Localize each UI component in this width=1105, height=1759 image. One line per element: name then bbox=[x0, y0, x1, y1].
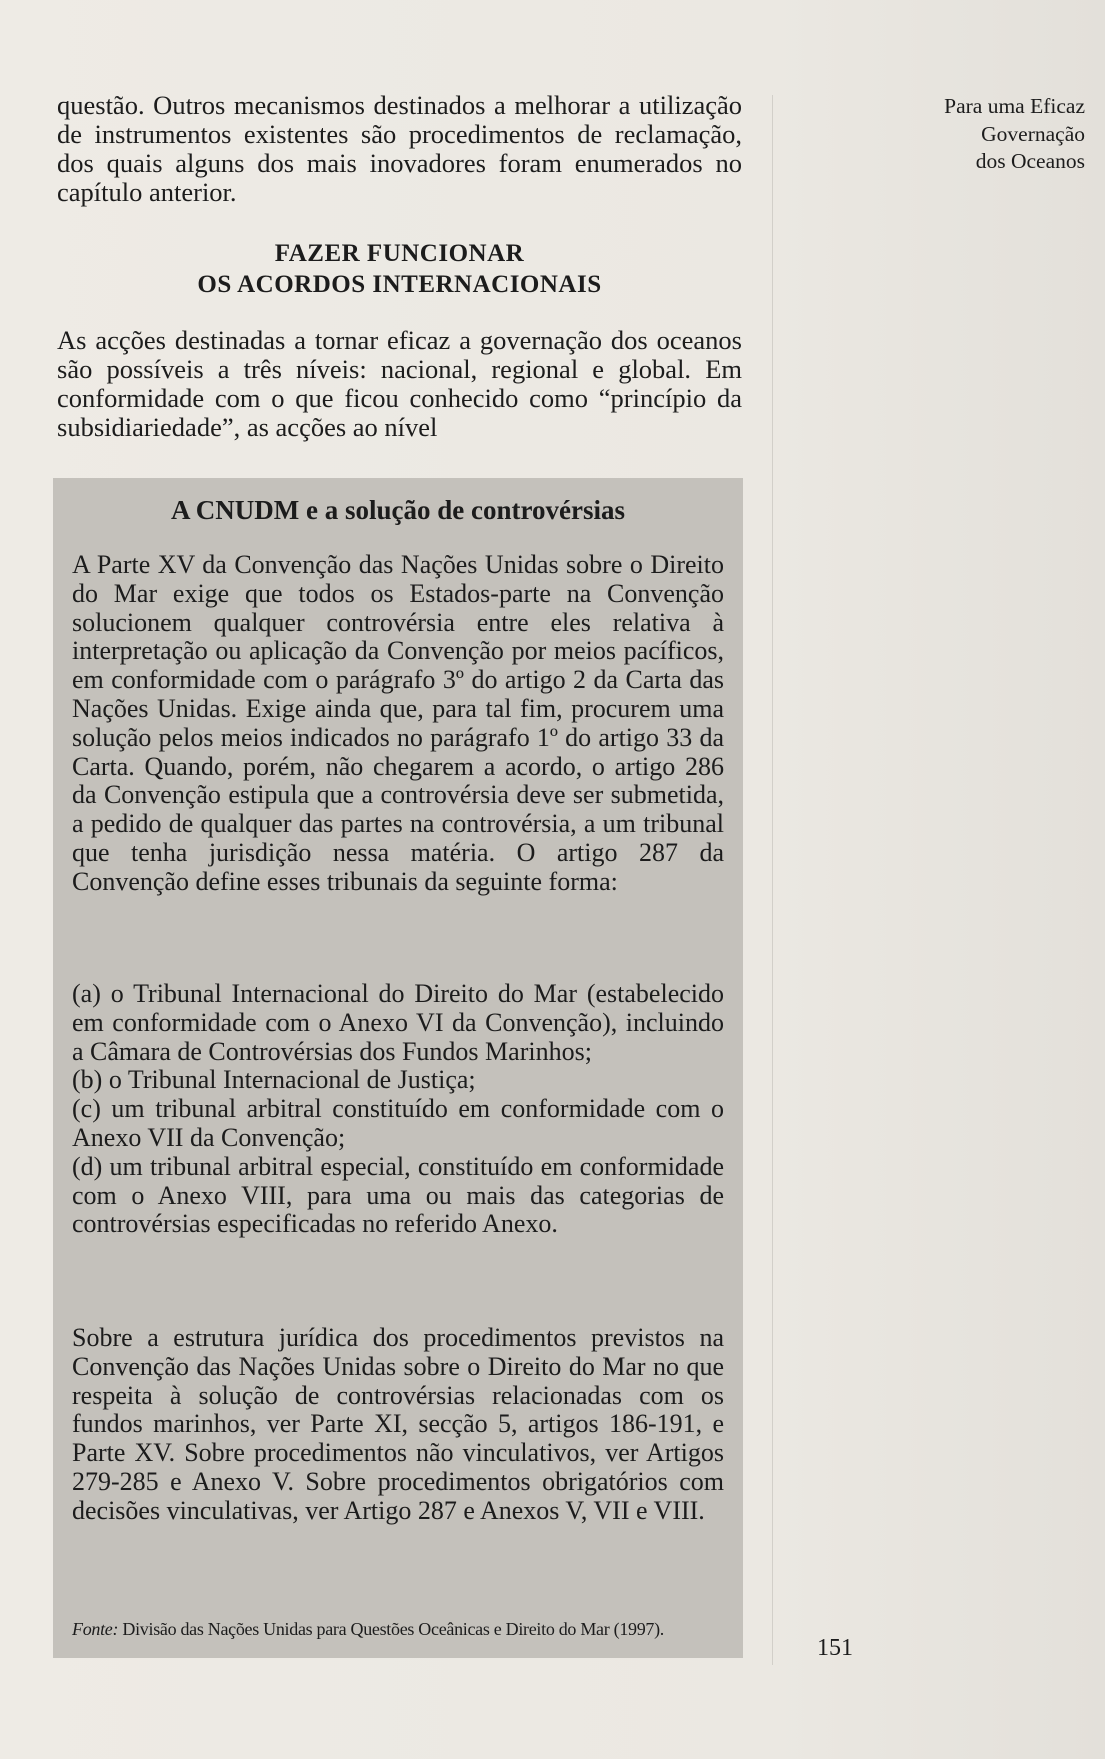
list-item: (b) o Tribunal Internacional de Justiça; bbox=[72, 1065, 476, 1095]
sidebar-box bbox=[53, 478, 743, 1658]
box-title: A CNUDM e a solução de controvérsias bbox=[171, 495, 625, 525]
source-text: Divisão das Nações Unidas para Questões Oceânicas e Direito do Mar (1997). bbox=[118, 1619, 665, 1639]
section-heading-line2: OS ACORDOS INTERNACIONAIS bbox=[197, 271, 602, 298]
running-head-line: Para uma Eficaz bbox=[944, 94, 1085, 118]
running-head bbox=[880, 93, 1085, 176]
levels-paragraph: As acções destinadas a tornar eficaz a governação dos oceanos são possíveis a três níveis: nacional, regional e global. Em conformidade com o que ficou conhecido como “princípio da subsidiariedade”, as acções ao nível bbox=[57, 325, 742, 442]
intro-paragraph: questão. Outros mecanismos destinados a melhorar a utilização de instrumentos existentes são procedimentos de reclamação, dos quais alguns dos mais inovadores foram enumerados no capítulo anterior. bbox=[57, 90, 742, 207]
page-number: 151 bbox=[817, 1635, 853, 1661]
list-item: (c) um tribunal arbitral constituído em conformidade com o Anexo VII da Convenção; bbox=[72, 1094, 724, 1152]
running-head-line: dos Oceanos bbox=[975, 149, 1085, 173]
running-head-line: Governação bbox=[981, 121, 1085, 146]
source-label: Fonte: bbox=[72, 1619, 119, 1639]
box-paragraph-1: A Parte XV da Convenção das Nações Unidas sobre o Direito do Mar exige que todos os Estados-parte na Convenção solucionem qualquer controvérsia entre eles relativa à interpretação ou aplicação da Convenção por meios pacíficos, em conformidade com o parágrafo 3º do artigo 2 da Carta das Nações Unidas. Exige ainda que, para tal fim, procurem uma solução pelos meios indicados no parágrafo 1º do artigo 33 da Carta. Quando, porém, não chegarem a acordo, o artigo 286 da Convenção estipula que a controvérsia deve ser submetida, a pedido de qualquer das partes na controvérsia, a um tribunal que tenha jurisdição nessa matéria. O artigo 287 da Convenção define esses tribunais da seguinte forma: bbox=[72, 550, 724, 896]
tribunal-list bbox=[72, 980, 724, 1239]
box-paragraph-2: Sobre a estrutura jurídica dos procedimentos previstos na Convenção das Nações Unidas sobre o Direito do Mar no que respeita à solução de controvérsias relacionadas com os fundos marinhos, ver Parte XI, secção 5, artigos 186-191, e Parte XV. Sobre procedimentos não vinculativos, ver Artigos 279-285 e Anexo V. Sobre procedimentos obrigatórios com decisões vinculativas, ver Artigo 287 e Anexos V, VII e VIII. bbox=[72, 1323, 724, 1525]
box-source bbox=[72, 1618, 732, 1640]
column-divider bbox=[772, 95, 773, 1665]
list-item: (d) um tribunal arbitral especial, constituído em conformidade com o Anexo VIII, para uma ou mais das categorias de controvérsias especificadas no referido Anexo. bbox=[72, 1151, 724, 1239]
section-heading-line1: FAZER FUNCIONAR bbox=[274, 240, 525, 267]
list-item: (a) o Tribunal Internacional do Direito do Mar (estabelecido em conformidade com o Anexo VI da Convenção), incluindo a Câmara de Controvérsias dos Fundos Marinhos; bbox=[72, 979, 724, 1066]
section-heading bbox=[57, 238, 742, 300]
